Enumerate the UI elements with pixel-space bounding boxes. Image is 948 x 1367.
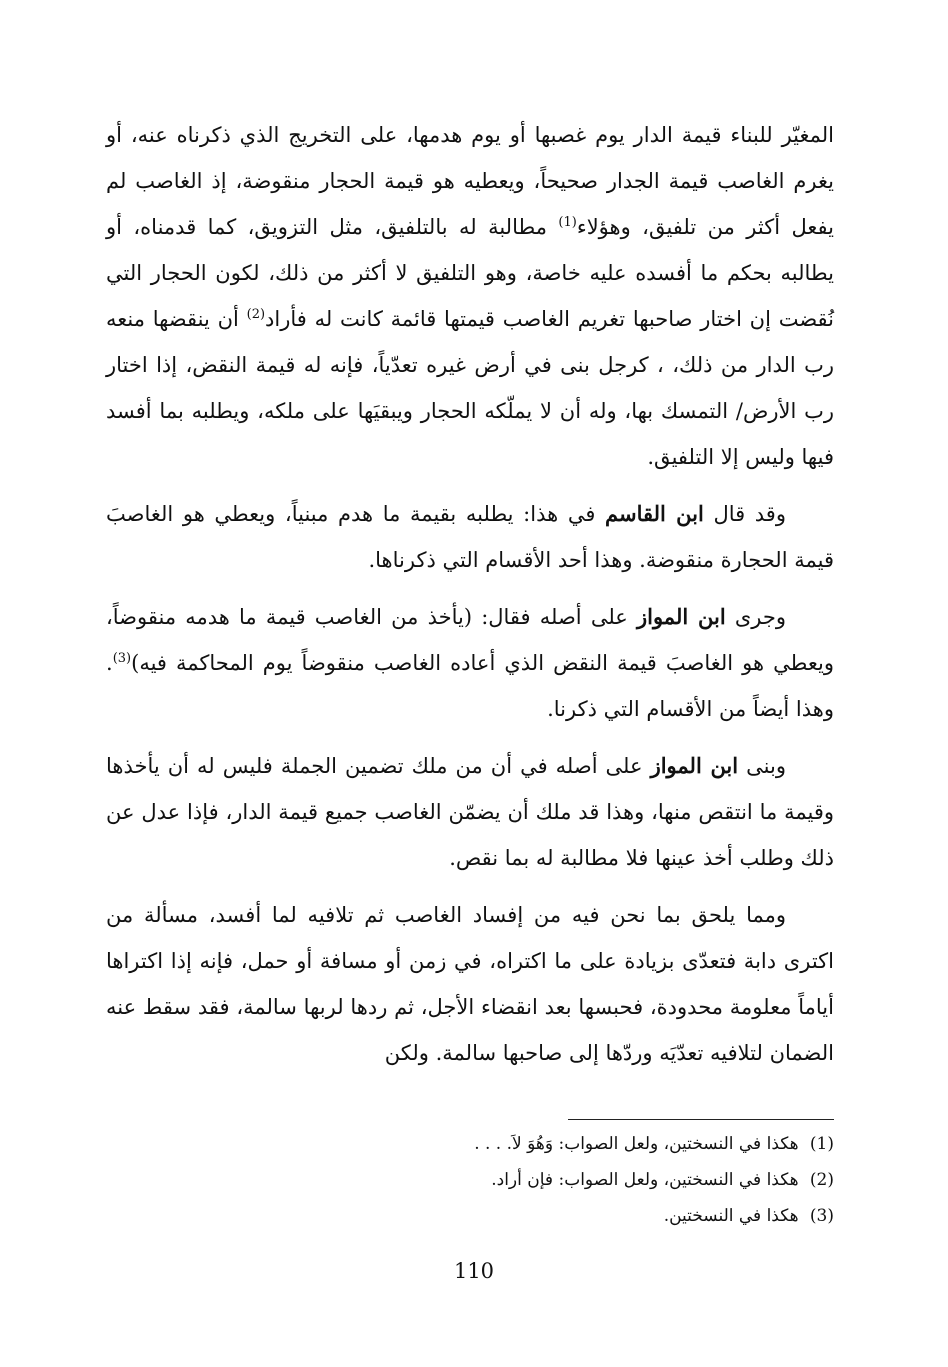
footnote-2	[114, 1162, 834, 1198]
text-segment: على أصله في أن من ملك تضمين الجملة فليس له أن يأخذها وقيمة ما انتقص منها، وهذا قد ملك أن يضمّن الغاصب جميع قيمة الدار، فإذا عدل عن ذلك وطلب أخذ عينها فلا مطالبة له بما نقص.	[106, 754, 834, 870]
footnotes	[114, 1126, 834, 1234]
text-segment: وبنى	[738, 754, 786, 778]
footnote-3	[114, 1198, 834, 1234]
footnote-reference: (1)	[558, 215, 577, 230]
scholar-name: ابن المواز	[650, 753, 739, 778]
paragraph	[106, 491, 834, 583]
scholar-name: ابن القاسم	[605, 501, 704, 526]
text-segment: . وهذا أيضاً من الأقسام التي ذكرنا.	[106, 651, 834, 721]
footnote-reference: (3)	[112, 651, 132, 666]
text-segment: المغيّر للبناء قيمة الدار يوم غصبها أو يوم هدمها، على التخريج الذي ذكرناه عنه، أو يغرم الغاصب قيمة الجدار صحيحاً، ويعطيه هو قيمة الحجار منقوضة، إذ الغاصب لم يفعل أكثر من تلفيق، وهؤلاء	[106, 123, 834, 239]
paragraph	[106, 594, 834, 732]
main-text	[106, 112, 834, 1076]
paragraph	[106, 743, 834, 881]
text-segment: على أصله فقال: (يأخذ من الغاصب قيمة ما هدمه منقوضاً، ويعطي هو الغاصبَ قيمة النقض الذي أعاده الغاصب منقوضاً يوم المحاكمة فيه)	[106, 605, 834, 675]
text-segment: ومما يلحق بما نحن فيه من إفساد الغاصب ثم تلافيه لما أفسد، مسألة من اكترى دابة فتعدّى بزيادة على ما اكتراه، في زمن أو مسافة أو حمل، فإنه إذا اكتراها أياماً معلومة محدودة، فحبسها بعد انقضاء الأجل، ثم ردها لربها سالمة، فقد سقط عنه الضمان لتلافيه تعدّيَه وردّها إلى صاحبها سالمة. ولكن	[106, 903, 834, 1065]
footnote-number: (2)	[809, 1170, 834, 1190]
text-segment: في هذا: يطلبه بقيمة ما هدم مبنياً، ويعطي هو الغاصبَ قيمة الحجارة منقوضة. وهذا أحد الأقسام التي ذكرناها.	[106, 502, 834, 572]
footnote-reference: (2)	[246, 307, 266, 322]
footnote-divider	[568, 1119, 834, 1120]
paragraph	[106, 112, 834, 480]
page-number: 110	[453, 1259, 495, 1283]
scholar-name: ابن المواز	[636, 604, 726, 629]
footnote-text: هكذا في النسختين، ولعل الصواب: وَهُوَ لاَ. . . .	[474, 1134, 799, 1154]
footnote-number: (1)	[809, 1134, 834, 1154]
text-segment: وجرى	[725, 605, 786, 629]
footnote-number: (3)	[809, 1206, 834, 1226]
footnote-text: هكذا في النسختين.	[663, 1206, 799, 1226]
footnote-1	[114, 1126, 834, 1162]
paragraph	[106, 892, 834, 1076]
text-segment: وقد قال	[703, 502, 786, 526]
text-segment: مطالبة له بالتلفيق، مثل التزويق، كما قدمناه، أو يطالبه بحكم ما أفسده عليه خاصة، وهو التلفيق لا أكثر من ذلك، لكون الحجار التي نُقضت إن اختار صاحبها تغريم الغاصب قيمتها قائمة كانت له فأراد	[106, 215, 834, 331]
footnote-text: هكذا في النسختين، ولعل الصواب: فإن أراد.	[491, 1170, 799, 1190]
text-segment: أن ينقضها منعه رب الدار من ذلك، ، كرجل بنى في أرض غيره تعدّياً، فإنه له قيمة النقض، إذا اختار رب الأرض/ التمسك بها، وله أن لا يملّكه الحجار ويبقيَها على ملكه، ويطلبه بما أفسد فيها وليس إلا التلفيق.	[106, 307, 834, 469]
